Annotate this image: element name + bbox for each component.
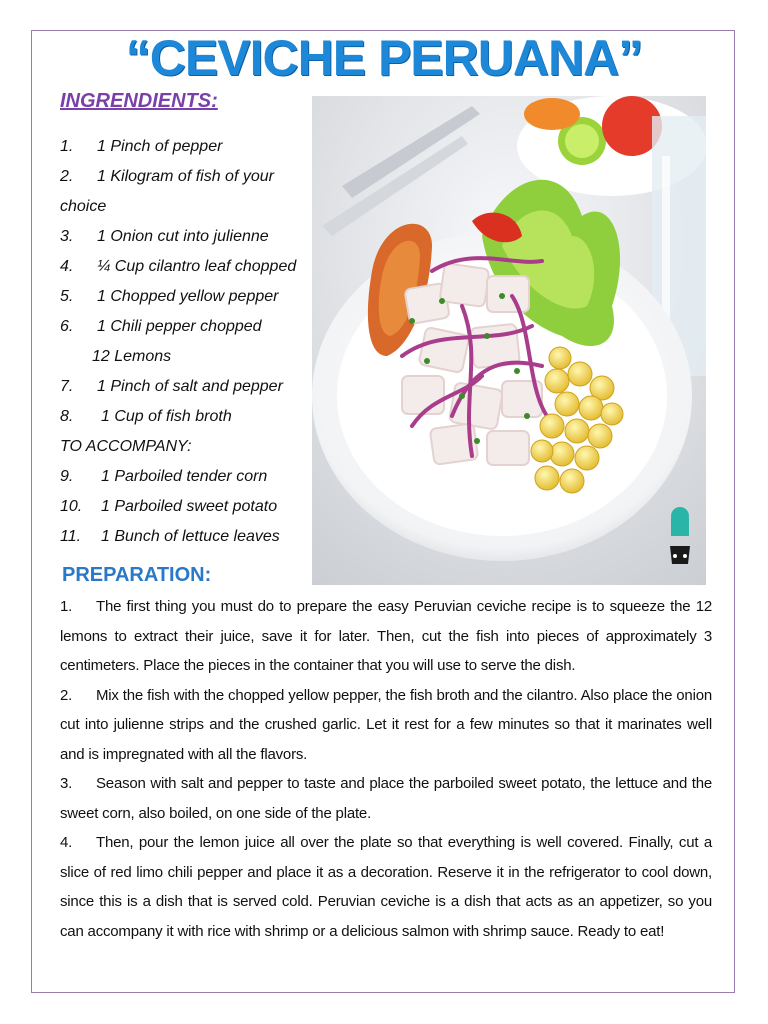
- ingredient-text: 1 Pinch of salt and pepper: [97, 378, 283, 395]
- step-text: Season with salt and pepper to taste and place the parboiled sweet potato, the lettuce and the sweet corn, also boiled, on one side of the plate.: [60, 775, 712, 822]
- accompany-item: [60, 522, 310, 552]
- ingredient-text: 1 Chili pepper chopped: [97, 318, 262, 335]
- ingredient-item: [60, 192, 310, 222]
- step-number: 1.: [60, 598, 73, 615]
- ingredient-item: [60, 162, 310, 192]
- preparation-step: [60, 828, 712, 946]
- ingredient-text: 1 Bunch of lettuce leaves: [101, 528, 280, 545]
- ingredients-list: [60, 132, 310, 552]
- ingredient-number: 10.: [60, 498, 83, 515]
- chef-hat-icon: [670, 507, 690, 564]
- ingredient-item: [60, 222, 310, 252]
- preparation-heading: PREPARATION:: [62, 564, 212, 586]
- accompany-item: [60, 462, 310, 492]
- preparation-step: [60, 769, 712, 828]
- ingredient-text: ¼ Cup cilantro leaf chopped: [97, 258, 297, 275]
- preparation-steps: [60, 592, 712, 946]
- step-text: Mix the fish with the chopped yellow pepper, the fish broth and the cilantro. Also place the onion cut into julienne strips and the crushed garlic. Let it rest for a few minutes so that it marinates well and is impregnated with all the flavors.: [60, 686, 712, 763]
- ingredient-number: 6.: [60, 318, 74, 335]
- step-number: 3.: [60, 775, 73, 792]
- accompany-heading: TO ACCOMPANY:: [60, 438, 192, 455]
- step-text: The first thing you must do to prepare the easy Peruvian ceviche recipe is to squeeze the 12 lemons to extract their juice, save it for later. Then, cut the fish into pieces of approximately 3 centimeters. Place the pieces in the container that you will use to serve the dish.: [60, 598, 712, 674]
- ingredient-item: [60, 132, 310, 162]
- ingredient-number: 7.: [60, 378, 74, 395]
- ingredient-number: 8.: [60, 408, 74, 425]
- ingredient-item: [60, 372, 310, 402]
- ingredient-number: 4.: [60, 258, 74, 275]
- ingredient-number: 2.: [60, 168, 74, 185]
- ingredient-text: 1 Pinch of pepper: [97, 138, 223, 155]
- ingredient-number: 11.: [60, 528, 82, 545]
- step-number: 4.: [60, 834, 73, 851]
- ingredients-heading: INGRENDIENTS:: [60, 90, 218, 112]
- ingredient-text: 1 Cup of fish broth: [101, 408, 232, 425]
- preparation-step: [60, 681, 712, 770]
- accompany-item: [60, 492, 310, 522]
- ingredient-item: [60, 312, 310, 342]
- ingredient-item: [60, 282, 310, 312]
- page-title: “CEVICHE PERUANA”: [125, 30, 643, 86]
- ingredient-text: 1 Parboiled sweet potato: [101, 498, 278, 515]
- ingredient-text: 1 Chopped yellow pepper: [97, 288, 279, 305]
- ingredient-number: 5.: [60, 288, 74, 305]
- ceviche-photo: [312, 96, 706, 585]
- ingredient-number: 1.: [60, 138, 74, 155]
- ingredient-item: [60, 252, 310, 282]
- ingredient-text: 1 Onion cut into julienne: [97, 228, 269, 245]
- ingredient-item: [60, 402, 310, 432]
- ingredient-number: 9.: [60, 468, 74, 485]
- step-text: Then, pour the lemon juice all over the plate so that everything is well covered. Finally, cut a slice of red limo chili pepper and place it as a decoration. Reserve it in the refrigerator to cool down, since this is a dish that is served cold. Peruvian ceviche is a dish that acts as an appetizer, so you can accompany it with rice with shrimp or a delicious salmon with shrimp sauce. Ready to eat!: [60, 834, 712, 940]
- ingredient-text: choice: [60, 198, 107, 215]
- ingredient-number: 3.: [60, 228, 74, 245]
- step-number: 2.: [60, 686, 73, 704]
- preparation-step: [60, 592, 712, 681]
- ingredient-text: 1 Parboiled tender corn: [101, 468, 268, 485]
- ingredient-text: 1 Kilogram of fish of your: [97, 168, 274, 185]
- ingredient-item: [60, 342, 310, 372]
- ingredient-text: 12 Lemons: [92, 348, 172, 365]
